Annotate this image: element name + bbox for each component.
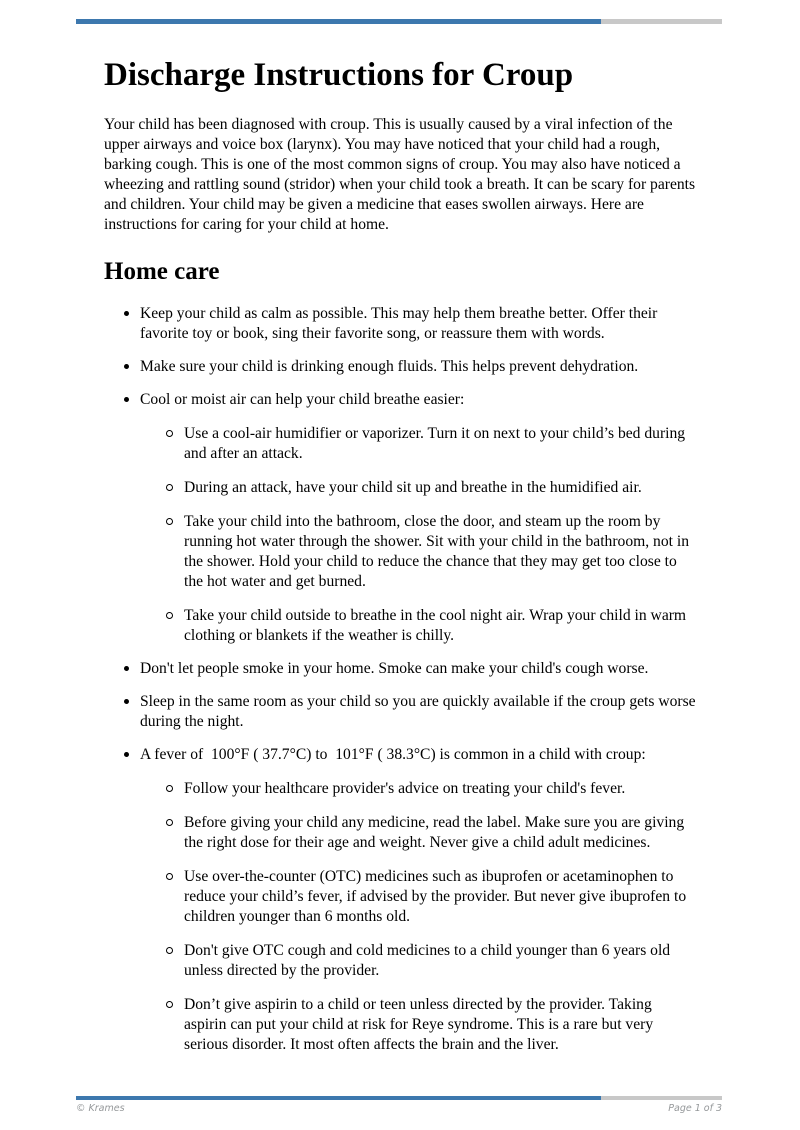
bullet-icon <box>124 666 129 671</box>
circle-bullet-icon <box>166 819 173 826</box>
sub-list-item-text: Before giving your child any medicine, read the label. Make sure you are giving the right dose for their age and weight. Never give a child adult medicines. <box>184 814 689 852</box>
sub-list-item <box>140 424 696 464</box>
list-item-text: Keep your child as calm as possible. This may help them breathe better. Offer their favorite toy or book, sing their favorite song, or reassure them with words. <box>140 305 662 343</box>
sub-list-item-text: Don't give OTC cough and cold medicines to a child younger than 6 years old unless directed by the provider. <box>184 942 675 980</box>
list-item <box>104 304 696 344</box>
list-item <box>104 390 696 646</box>
sub-list-item-text: Take your child into the bathroom, close the door, and steam up the room by running hot water through the shower. Sit with your child in the bathroom, not in the shower. Hold your child to reduce the chance that they may get too close to the hot water and get burned. <box>184 513 693 591</box>
home-care-list <box>104 304 700 1055</box>
sub-list-item-text: Use a cool-air humidifier or vaporizer. Turn it on next to your child’s bed during and after an attack. <box>184 425 689 463</box>
list-item <box>104 745 696 1055</box>
sub-list-item-text: Take your child outside to breathe in the cool night air. Wrap your child in warm clothing or blankets if the weather is chilly. <box>184 607 690 645</box>
sub-list-item-text: Use over-the-counter (OTC) medicines such as ibuprofen or acetaminophen to reduce your child’s fever, if advised by the provider. But never give ibuprofen to children younger than 6 months old. <box>184 868 691 926</box>
bullet-icon <box>124 311 129 316</box>
sub-list-item <box>140 512 696 592</box>
circle-bullet-icon <box>166 612 173 619</box>
list-item-text: Don't let people smoke in your home. Smoke can make your child's cough worse. <box>140 660 649 678</box>
sub-list-item-text: Follow your healthcare provider's advice on treating your child's fever. <box>184 780 626 798</box>
page-footer <box>76 1096 722 1114</box>
list-item-text: Cool or moist air can help your child breathe easier: <box>140 391 465 409</box>
footer-text-row <box>76 1103 722 1114</box>
section-heading-home-care: Home care <box>104 257 220 285</box>
bullet-icon <box>124 752 129 757</box>
circle-bullet-icon <box>166 785 173 792</box>
page-number-label: Page 1 of 3 <box>668 1103 722 1114</box>
fever-sublist <box>140 779 696 1055</box>
sub-list-item <box>140 867 696 927</box>
sub-list-item <box>140 813 696 853</box>
sub-list-item-text: Don’t give aspirin to a child or teen unless directed by the provider. Taking aspirin can put your child at risk for Reye syndrome. This is a rare but very serious disorder. It most often affects the brain and the liver. <box>184 996 658 1054</box>
circle-bullet-icon <box>166 518 173 525</box>
circle-bullet-icon <box>166 947 173 954</box>
document-body <box>104 0 700 1055</box>
circle-bullet-icon <box>166 1001 173 1008</box>
sub-list-item <box>140 478 696 498</box>
bullet-icon <box>124 364 129 369</box>
sub-list-item <box>140 606 696 646</box>
circle-bullet-icon <box>166 873 173 880</box>
footer-accent-bar-fill <box>76 1096 601 1100</box>
bullet-icon <box>124 699 129 704</box>
copyright-label: © Krames <box>76 1103 125 1114</box>
list-item <box>104 692 700 732</box>
sub-list-item <box>140 941 696 981</box>
list-item-text: Sleep in the same room as your child so you are quickly available if the croup gets worse during the night. <box>140 693 700 731</box>
bullet-icon <box>124 397 129 402</box>
list-item-text: Make sure your child is drinking enough fluids. This helps prevent dehydration. <box>140 358 639 376</box>
intro-paragraph: Your child has been diagnosed with croup. This is usually caused by a viral infection of the upper airways and voice box (larynx). You may have noticed that your child had a rough, barking cough. This is one of the most common signs of croup. You may also have noticed a wheezing and rattling sound (stridor) when your child took a breath. It can be scary for parents and children. Your child may be given a medicine that eases swollen airways. Here are instructions for caring for your child at home. <box>104 115 699 233</box>
circle-bullet-icon <box>166 484 173 491</box>
list-item-text: A fever of 100°F ( 37.7°C) to 101°F ( 38.3°C) is common in a child with croup: <box>140 746 646 764</box>
moist-air-sublist <box>140 424 696 646</box>
circle-bullet-icon <box>166 430 173 437</box>
sub-list-item-text: During an attack, have your child sit up and breathe in the humidified air. <box>184 479 642 497</box>
footer-accent-bar <box>76 1096 722 1100</box>
sub-list-item <box>140 995 696 1055</box>
list-item <box>104 357 696 377</box>
page-title: Discharge Instructions for Croup <box>104 57 574 93</box>
list-item <box>104 659 696 679</box>
sub-list-item <box>140 779 696 799</box>
